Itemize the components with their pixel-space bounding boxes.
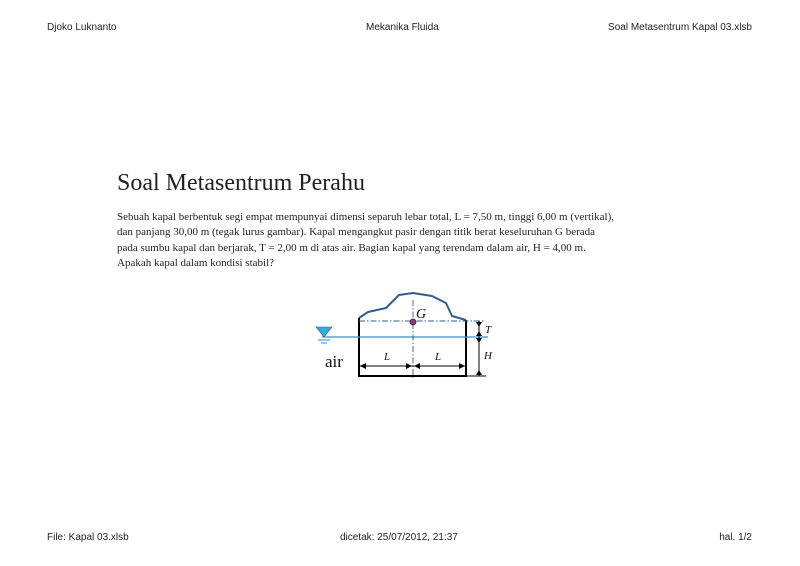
label-g: G bbox=[416, 307, 427, 322]
label-l-right: L bbox=[435, 351, 442, 363]
problem-line-2: dan panjang 30,00 m (tegak lurus gambar). Kapal mengangkut pasir dengan titik berat keseluruhan G berada bbox=[117, 226, 596, 239]
h-arrow-top bbox=[476, 338, 482, 343]
ship-hull bbox=[359, 318, 466, 376]
problem-line-4: Apakah kapal dalam kondisi stabil? bbox=[117, 257, 275, 270]
problem-statement bbox=[117, 210, 717, 272]
footer-file: File: Kapal 03.xlsb bbox=[47, 532, 129, 543]
header-filename: Soal Metasentrum Kapal 03.xlsb bbox=[608, 22, 752, 33]
footer-printed-date: dicetak: 25/07/2012, 21:37 bbox=[340, 532, 458, 543]
header-author: Djoko Luknanto bbox=[47, 22, 117, 33]
label-t: T bbox=[485, 324, 492, 336]
t-arrow-top bbox=[476, 322, 482, 327]
label-air: air bbox=[325, 352, 343, 371]
problem-line-1: Sebuah kapal berbentuk segi empat mempunyai dimensi separuh lebar total, L = 7,50 m, tinggi 6,00 m (vertikal), bbox=[117, 211, 615, 223]
problem-line-3: pada sumbu kapal dan berjarak, T = 2,00 m di atas air. Bagian kapal yang terendam dalam air, H = 4,00 m. bbox=[117, 241, 586, 254]
label-l-left: L bbox=[384, 351, 391, 363]
header-subject: Mekanika Fluida bbox=[366, 22, 439, 33]
ship-diagram bbox=[300, 285, 520, 385]
cargo-outline bbox=[359, 293, 466, 320]
footer-page-number: hal. 1/2 bbox=[719, 532, 752, 543]
t-arrow-bottom bbox=[476, 331, 482, 336]
water-level-triangle bbox=[316, 327, 332, 337]
page-title: Soal Metasentrum Perahu bbox=[117, 170, 365, 196]
l-arrow-right-end bbox=[459, 363, 465, 369]
l-arrow-left-end bbox=[406, 363, 412, 369]
h-arrow-bottom bbox=[476, 370, 482, 375]
label-h: H bbox=[484, 350, 492, 362]
l-arrow-right-start bbox=[414, 363, 420, 369]
l-arrow-left-start bbox=[360, 363, 366, 369]
